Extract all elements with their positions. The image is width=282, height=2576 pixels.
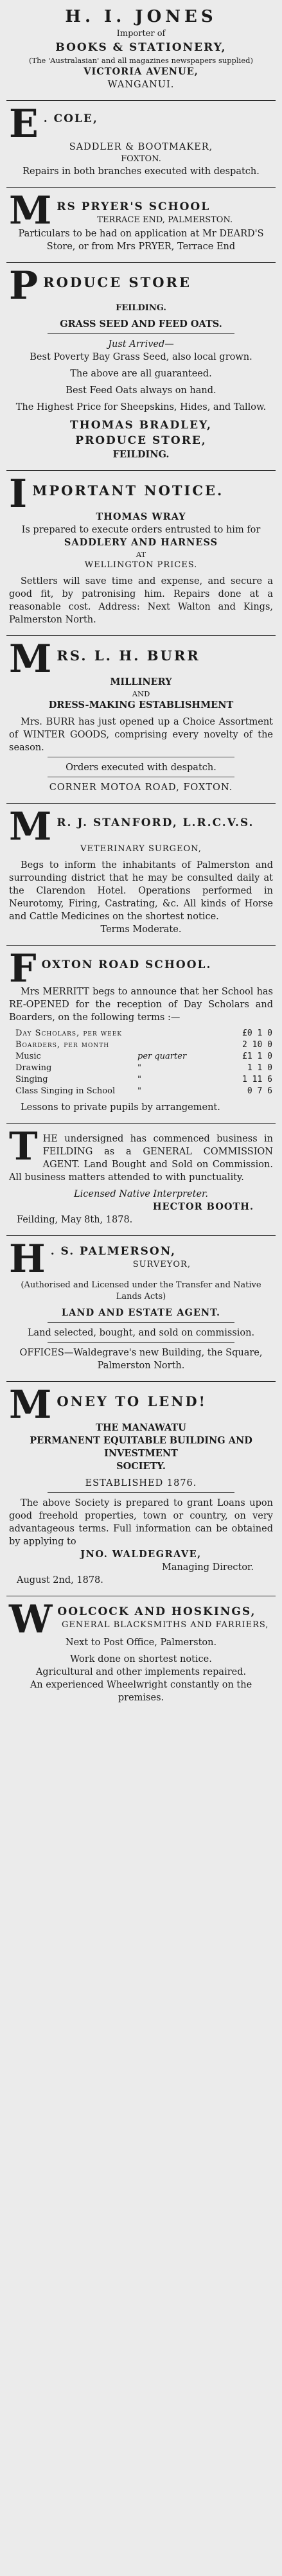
ad-burr-line3: DRESS-MAKING ESTABLISHMENT — [48, 700, 234, 710]
ad-manawatu-established: ESTABLISHED 1876. — [85, 1478, 197, 1488]
ad-wray-name: THOMAS WRAY — [96, 511, 186, 522]
ad-stanford-body: Begs to inform the inhabitants of Palmerston and surrounding district that he may be consulted daily at the Clarendon Hotel. Operations performed in Neurotomy, Firing, Castrating, &c. All kinds of Horse and Cattle Medicines on the shortest notice. — [9, 860, 273, 922]
ad-stanford-terms: Terms Moderate. — [100, 924, 182, 935]
ad-woolcock-line4: Agricultural and other implements repaired. — [35, 1667, 247, 1677]
ad-burr — [5, 637, 277, 800]
ad-woolcock-line2: Next to Post Office, Palmerston. — [65, 1637, 217, 1648]
fee-per — [137, 1039, 215, 1051]
fee-item: Boarders, per month — [15, 1040, 110, 1050]
ad-woolcock-initial: W — [9, 1597, 53, 1642]
ad-palmerson-initial: H — [9, 1237, 46, 1282]
ad-bradley-item1: Best Poverty Bay Grass Seed, also local grown. — [30, 352, 252, 362]
ad-woolcock-title: OOLCOCK AND HOSKINGS, — [57, 1605, 256, 1618]
ad-bradley-place: FEILDING. — [116, 303, 166, 313]
ad-palmerson — [5, 1237, 277, 1379]
fee-per: " — [137, 1063, 141, 1073]
fee-item: Class Singing in School — [15, 1086, 116, 1096]
ad-pryer-body: Particulars to be had on application at Mr DEARD'S Store, or from Mrs PRYER, Terrace End — [18, 229, 264, 252]
ad-jones-line1: Importer of — [116, 29, 166, 39]
ad-foxton-body: Mrs MERRITT begs to announce that her School has RE-OPENED for the reception of Day Scholars and Boarders, on the following terms :— — [9, 987, 273, 1023]
ad-wray-initial: I — [9, 472, 28, 516]
ad-palmerson-subtitle: SURVEYOR, — [132, 1260, 191, 1269]
divider — [6, 470, 276, 471]
ad-manawatu-date: August 2nd, 1878. — [17, 1575, 103, 1585]
ad-burr-line4: Orders executed with despatch. — [66, 763, 216, 773]
ad-pryer-address: TERRACE END, PALMERSTON. — [97, 215, 233, 225]
ad-manawatu-sig: JNO. WALDEGRAVE, — [80, 1549, 202, 1560]
ad-manawatu-title: ONEY TO LEND! — [57, 1393, 207, 1409]
divider — [48, 1322, 234, 1323]
ad-burr-initial: M — [9, 637, 52, 682]
ad-pryer — [5, 188, 277, 260]
table-row — [15, 1039, 272, 1051]
ad-jones-line2: BOOKS & STATIONERY, — [55, 41, 227, 54]
fee-amount: 1 1 0 — [247, 1063, 272, 1073]
fee-per: " — [137, 1086, 141, 1096]
ad-jones-line4: VICTORIA AVENUE, — [84, 66, 198, 77]
ad-foxton-school — [5, 946, 277, 1120]
ad-bradley-initial: P — [9, 263, 39, 308]
ad-wray-line3: AT — [136, 550, 146, 559]
ad-bradley — [5, 263, 277, 468]
ad-bradley-title: RODUCE STORE — [43, 274, 191, 290]
ad-palmerson-title: . S. PALMERSON, — [50, 1245, 177, 1258]
divider — [6, 1381, 276, 1382]
ad-wray-line4: WELLINGTON PRICES. — [84, 560, 198, 570]
ad-jones-line5: WANGANUI. — [107, 80, 175, 90]
divider — [48, 1492, 234, 1493]
ad-pryer-title: RS PRYER'S SCHOOL — [57, 200, 211, 213]
fee-per: per quarter — [137, 1052, 187, 1061]
ad-cole — [5, 101, 277, 184]
table-row — [15, 1074, 272, 1086]
ad-woolcock-line3: Work done on shortest notice. — [70, 1654, 212, 1664]
fee-amount: 2 10 0 — [242, 1040, 272, 1050]
ad-bradley-item2: The above are all guaranteed. — [70, 369, 212, 379]
divider — [48, 1342, 234, 1343]
newspaper-column — [5, 0, 277, 1711]
ad-bradley-arrived: Just Arrived— — [108, 339, 174, 349]
fee-item: Drawing — [15, 1063, 52, 1073]
ad-pryer-initial: M — [9, 188, 52, 233]
ad-manawatu-initial: M — [9, 1382, 52, 1427]
ad-cole-trade: SADDLER & BOOTMAKER, — [69, 142, 213, 152]
ad-cole-place: FOXTON. — [121, 154, 161, 164]
table-row — [15, 1063, 272, 1074]
fee-amount: 0 7 6 — [247, 1086, 272, 1096]
table-row — [15, 1028, 272, 1039]
ad-woolcock-line1: GENERAL BLACKSMITHS AND FARRIERS, — [61, 1620, 269, 1630]
ad-jones — [5, 4, 277, 98]
ad-burr-line2: AND — [132, 689, 150, 698]
ad-bradley-item4: The Highest Price for Sheepskins, Hides, and Tallow. — [15, 402, 267, 412]
divider — [6, 1123, 276, 1124]
ad-wray-line2: SADDLERY AND HARNESS — [64, 537, 218, 548]
ad-manawatu-body: The above Society is prepared to grant Loans upon good freehold properties, town or country, on very advantageous terms. Full information can be obtained by applying to — [9, 1498, 273, 1547]
ad-stanford — [5, 804, 277, 942]
fee-per: " — [137, 1075, 141, 1084]
ad-booth-licensed: Licensed Native Interpreter. — [74, 1189, 208, 1199]
ad-wray-line1: Is prepared to execute orders entrusted to him for — [21, 525, 261, 535]
ad-manawatu — [5, 1382, 277, 1593]
ad-stanford-initial: M — [9, 804, 52, 849]
ad-wray-title: MPORTANT NOTICE. — [32, 482, 224, 498]
ad-bradley-sig1: THOMAS BRADLEY, — [70, 419, 212, 432]
table-row — [15, 1086, 272, 1097]
divider — [48, 333, 234, 334]
ad-manawatu-line1: THE MANAWATU — [96, 1422, 186, 1433]
table-row — [15, 1051, 272, 1063]
ad-booth-body: HE undersigned has commenced business in FEILDING as a GENERAL COMMISSION AGENT. Land Bought and Sold on Commission. All business matters attended to with punctuality. — [9, 1134, 273, 1183]
fee-amount: £1 1 0 — [242, 1052, 272, 1061]
ad-bradley-sig3: FEILDING. — [112, 449, 170, 460]
ad-jones-name: H. I. JONES — [65, 7, 217, 26]
ad-stanford-subtitle: VETERINARY SURGEON, — [80, 844, 202, 854]
ad-cole-initial: E — [9, 101, 39, 146]
ad-palmerson-line2: LAND AND ESTATE AGENT. — [61, 1307, 221, 1318]
ad-burr-body: Mrs. BURR has just opened up a Choice Assortment of WINTER GOODS, comprising every novelty of the season. — [9, 717, 273, 753]
divider — [6, 1235, 276, 1236]
ad-bradley-sig2: PRODUCE STORE, — [75, 434, 207, 447]
ad-palmerson-line4: OFFICES—Waldegrave's new Building, the Square, Palmerston North. — [19, 1348, 263, 1371]
ad-woolcock — [5, 1597, 277, 1711]
ad-bradley-item3: Best Feed Oats always on hand. — [66, 385, 216, 396]
ad-manawatu-line2: PERMANENT EQUITABLE BUILDING AND INVESTMENT — [30, 1435, 252, 1459]
ad-cole-name: . COLE, — [43, 112, 98, 125]
ad-burr-line5: CORNER MOTOA ROAD, FOXTON. — [49, 782, 233, 793]
ad-wray — [5, 472, 277, 633]
divider — [6, 100, 276, 101]
fees-table — [15, 1028, 272, 1097]
fee-amount: £0 1 0 — [242, 1028, 272, 1038]
ad-stanford-title: R. J. STANFORD, L.R.C.V.S. — [57, 816, 254, 829]
ad-palmerson-line3: Land selected, bought, and sold on commission. — [27, 1328, 255, 1338]
fee-per — [137, 1028, 215, 1039]
ad-booth-sig: HECTOR BOOTH. — [152, 1201, 254, 1212]
ad-manawatu-role: Managing Director. — [161, 1562, 254, 1573]
ad-foxton-title: OXTON ROAD SCHOOL. — [41, 958, 212, 971]
ad-booth-initial: T — [9, 1124, 38, 1169]
divider — [6, 187, 276, 188]
ad-palmerson-line1: (Authorised and Licensed under the Transfer and Native Lands Acts) — [21, 1280, 261, 1301]
ad-booth-date: Feilding, May 8th, 1878. — [17, 1215, 133, 1225]
divider — [6, 262, 276, 263]
fee-item: Day Scholars, per week — [15, 1028, 122, 1038]
divider — [6, 945, 276, 946]
ad-wray-body: Settlers will save time and expense, and secure a good fit, by patronising him. Repairs done at a reasonable cost. Address: Next Walton and Kings, Palmerston North. — [9, 576, 273, 625]
ad-booth — [5, 1124, 277, 1233]
ad-woolcock-line5: An experienced Wheelwright constantly on the premises. — [30, 1680, 252, 1703]
fee-amount: 1 11 6 — [242, 1075, 272, 1084]
ad-burr-line1: MILLINERY — [110, 676, 172, 687]
ad-bradley-headline: GRASS SEED AND FEED OATS. — [60, 319, 222, 330]
ad-burr-title: RS. L. H. BURR — [57, 648, 200, 664]
fee-item: Singing — [15, 1075, 48, 1084]
ad-manawatu-line3: SOCIETY. — [116, 1461, 166, 1472]
ad-jones-line3: (The 'Australasian' and all magazines newspapers supplied) — [28, 56, 254, 65]
ad-foxton-initial: F — [9, 946, 37, 991]
divider — [6, 803, 276, 804]
divider — [6, 635, 276, 636]
ad-foxton-footer: Lessons to private pupils by arrangement. — [21, 1102, 220, 1113]
ad-cole-body: Repairs in both branches executed with despatch. — [22, 166, 260, 177]
fee-item: Music — [15, 1052, 41, 1061]
